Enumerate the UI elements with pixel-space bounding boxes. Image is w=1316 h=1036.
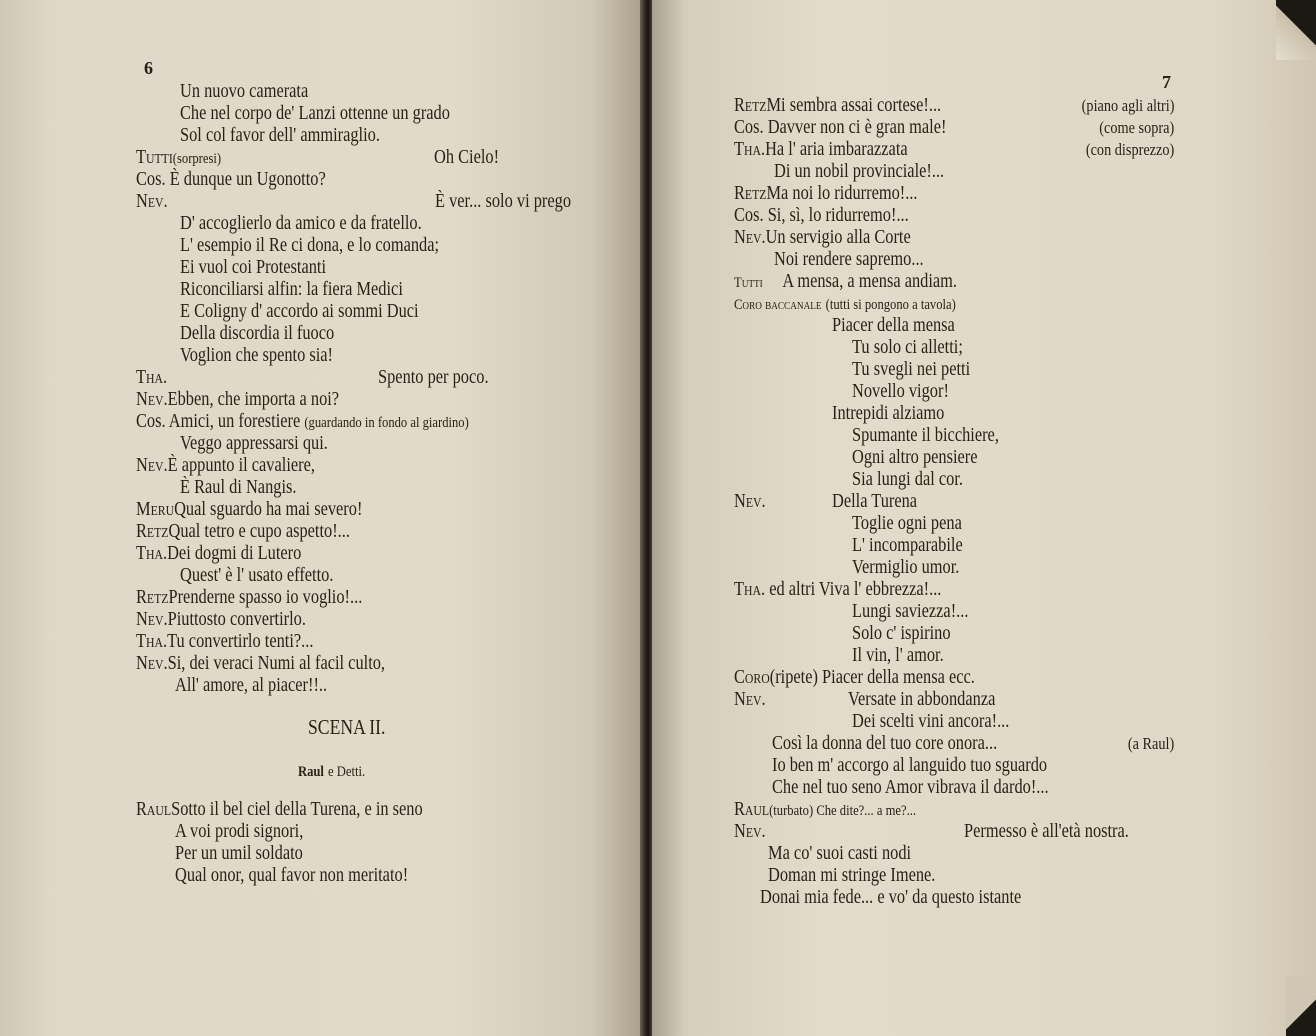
- speaker-name: Nev.: [734, 227, 766, 248]
- text-line: Tutti(sorpresi): [136, 147, 222, 168]
- text-line: Sol col favor dell' ammiraglio.: [180, 125, 380, 146]
- speaker-name: Nev.: [136, 455, 168, 476]
- speaker-name: Nev.: [136, 653, 168, 674]
- text-line: D' accoglierlo da amico e da fratello.: [180, 213, 422, 234]
- speaker-name: Tha.: [136, 543, 168, 564]
- speaker-name: Cos.: [734, 117, 764, 138]
- text-line: Tha. ed altri Viva l' ebbrezza!...: [734, 579, 942, 600]
- speaker-name: Tutti: [136, 147, 173, 168]
- text-line: Tha.Ha l' aria imbarazzata: [734, 139, 908, 160]
- text-line: Nev.Un servigio alla Corte: [734, 227, 911, 248]
- speaker-name: Nev.: [136, 389, 168, 410]
- stage-direction: (guardando in fondo al giardino): [304, 415, 469, 431]
- speaker-name: Tha.: [734, 579, 766, 600]
- text-line: Voglion che spento sia!: [180, 345, 334, 366]
- text-line: Quest' è l' usato effetto.: [180, 565, 334, 586]
- page-corner: [1276, 0, 1316, 60]
- text-line: Sia lungi dal cor.: [852, 469, 964, 490]
- speaker-name: Raul: [136, 799, 172, 820]
- text-line: Cos. Si, sì, lo ridurremo!...: [734, 205, 909, 226]
- page-number: 6: [144, 58, 153, 78]
- text-line: [734, 821, 766, 843]
- text-line-right: Permesso è all'età nostra.: [964, 821, 1129, 842]
- speaker-name: Cos.: [136, 411, 166, 432]
- speaker-name: Cos.: [136, 169, 166, 190]
- text-line: Ogni altro pensiere: [852, 447, 978, 468]
- text-line: Intrepidi alziamo: [832, 403, 945, 424]
- text-line: Tutti A mensa, a mensa andiam.: [734, 271, 958, 292]
- text-line: Tu svegli nei petti: [852, 359, 971, 380]
- right-page: [652, 0, 1316, 1036]
- stage-direction: (con disprezzo): [1085, 140, 1174, 159]
- text-line: RaulSotto il bel ciel della Turena, e in seno: [136, 799, 423, 820]
- text-line: A voi prodi signori,: [175, 821, 304, 842]
- speaker-name: Retz: [136, 587, 169, 608]
- text-line: Un nuovo camerata: [180, 81, 309, 102]
- text-line: Toglie ogni pena: [852, 513, 962, 534]
- text-line: Tha.Tu convertirlo tenti?...: [136, 631, 314, 652]
- text-line: Spumante il bicchiere,: [852, 425, 999, 446]
- left-page: [0, 0, 642, 1036]
- text-line: Noi rendere sapremo...: [774, 249, 924, 270]
- speaker-name: Coro baccanale: [734, 297, 822, 313]
- text-line: L' incomparabile: [852, 535, 963, 556]
- stage-direction: (a Raul): [1127, 734, 1174, 753]
- text-line: L' esempio il Re ci dona, e lo comanda;: [180, 235, 440, 256]
- stage-direction: (tutti si pongono a tavola): [825, 297, 956, 313]
- text-line: [734, 689, 766, 711]
- text-line: Io ben m' accorgo al languido tuo sguardo: [772, 755, 1048, 776]
- speaker-name: Retz: [734, 183, 767, 204]
- text-line: [136, 191, 168, 213]
- stage-direction: (come sopra): [1099, 118, 1174, 137]
- text-line: Della discordia il fuoco: [180, 323, 335, 344]
- text-line: Tu solo ci alletti;: [852, 337, 963, 358]
- text-line: Qual onor, qual favor non meritato!: [175, 865, 409, 886]
- speaker-name: Nev.: [136, 191, 168, 212]
- text-line: Coro(ripete) Piacer della mensa ecc.: [734, 667, 975, 688]
- speaker-name: Cos.: [734, 205, 764, 226]
- speaker-name: Raul: [734, 799, 770, 820]
- text-line: Per un umil soldato: [175, 843, 303, 864]
- text-line: Versate in abbondanza: [848, 689, 996, 710]
- text-line-right: È ver... solo vi prego: [435, 191, 572, 212]
- text-line: È Raul di Nangis.: [180, 477, 297, 498]
- text-line: [734, 293, 956, 316]
- text-line: Ei vuol coi Protestanti: [180, 257, 327, 278]
- stage-direction: (piano agli altri): [1081, 96, 1174, 115]
- speaker-name: Nev.: [734, 689, 766, 710]
- page-number: 7: [1162, 72, 1171, 92]
- text-line: Raul(turbato) Che dite?... a me?...: [734, 799, 917, 820]
- text-line-right: Oh Cielo!: [434, 147, 500, 168]
- text-line: Lungi saviezza!...: [852, 601, 969, 622]
- text-line: RetzPrenderne spasso io voglio!...: [136, 587, 363, 608]
- text-line: Ma co' suoi casti nodi: [768, 843, 912, 864]
- text-line: [734, 491, 766, 513]
- text-line: Cos. Davver non ci è gran male!: [734, 117, 947, 138]
- speaker-name: Nev.: [734, 491, 766, 512]
- text-line: Solo c' ispirino: [852, 623, 951, 644]
- scene-title: SCENA II.: [308, 715, 386, 739]
- text-line: Veggo appressarsi qui.: [180, 433, 328, 454]
- text-line: RetzMa noi lo ridurremo!...: [734, 183, 918, 204]
- text-line: Della Turena: [832, 491, 918, 512]
- speaker-name: Tutti: [734, 275, 763, 291]
- text-line: Cos. È dunque un Ugonotto?: [136, 169, 326, 190]
- text-line: Piacer della mensa: [832, 315, 955, 336]
- text-line: Doman mi stringe Imene.: [768, 865, 936, 886]
- speaker-name: Coro: [734, 667, 770, 688]
- text-line: All' amore, al piacer!!..: [175, 675, 328, 696]
- speaker-name: Retz: [136, 521, 169, 542]
- page-corner: [1286, 976, 1316, 1036]
- speaker-name: Meru: [136, 499, 175, 520]
- text-line: Che nel tuo seno Amor vibrava il dardo!...: [772, 777, 1049, 798]
- speaker-name: Tha.: [136, 631, 168, 652]
- text-line: Riconciliarsi alfin: la fiera Medici: [180, 279, 403, 300]
- text-line: Di un nobil provinciale!...: [774, 161, 945, 182]
- speaker-name: Tha.: [734, 139, 766, 160]
- speaker-name: Nev.: [734, 821, 766, 842]
- text-line: RetzMi sembra assai cortese!...: [734, 95, 942, 116]
- text-line: Che nel corpo de' Lanzi ottenne un grado: [180, 103, 450, 124]
- speaker-name: Retz: [734, 95, 767, 116]
- text-line: Così la donna del tuo core onora...: [772, 733, 998, 754]
- text-line-right: Spento per poco.: [378, 367, 489, 388]
- text-line: [136, 367, 167, 389]
- text-line: Nev.Ebben, che importa a noi?: [136, 389, 340, 410]
- text-line: Vermiglio umor.: [852, 557, 960, 578]
- text-line: E Coligny d' accordo ai sommi Duci: [180, 301, 419, 322]
- text-line: Nev.Si, dei veraci Numi al facil culto,: [136, 653, 386, 674]
- scene-subtitle: Raul e Detti.: [298, 764, 366, 780]
- text-line: Nev.Piuttosto convertirlo.: [136, 609, 306, 630]
- text-line: RetzQual tetro e cupo aspetto!...: [136, 521, 350, 542]
- text-line: Nev.È appunto il cavaliere,: [136, 455, 315, 476]
- text-line: Tha.Dei dogmi di Lutero: [136, 543, 302, 564]
- text-line: Donai mia fede... e vo' da questo istante: [760, 887, 1022, 908]
- speaker-name: Tha.: [136, 367, 168, 388]
- text-line: MeruQual sguardo ha mai severo!: [136, 499, 363, 520]
- text-line: Cos. Amici, un forestiere (guardando in fondo al giardino): [136, 411, 469, 432]
- text-line: Il vin, l' amor.: [852, 645, 944, 666]
- text-line: Dei scelti vini ancora!...: [852, 711, 1010, 732]
- speaker-name: Nev.: [136, 609, 168, 630]
- text-line: Novello vigor!: [852, 381, 949, 402]
